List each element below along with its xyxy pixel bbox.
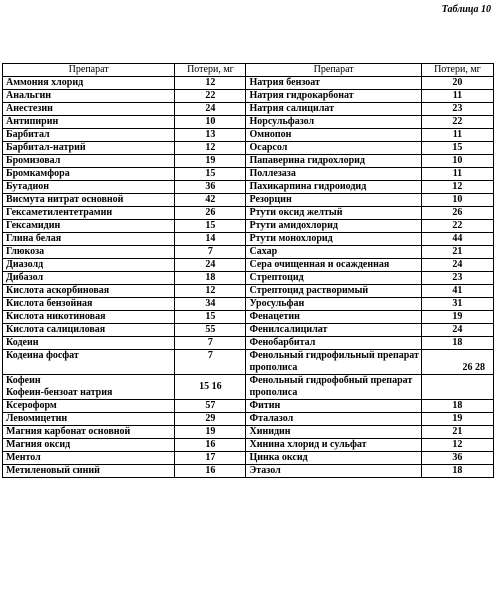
cell-drug-right: Папаверина гидрохлорид	[246, 155, 421, 168]
cell-drug-left: Ментол	[3, 452, 175, 465]
cell-drug-left: Бутадион	[3, 181, 175, 194]
cell-drug-left: Кодеин	[3, 337, 175, 350]
cell-loss-right	[421, 375, 493, 400]
cell-drug-right: Фенилсалицилат	[246, 324, 421, 337]
cell-drug-left: Висмута нитрат основной	[3, 194, 175, 207]
cell-drug-right: Осарсол	[246, 142, 421, 155]
cell-drug-right: Уросульфан	[246, 298, 421, 311]
cell-loss-left: 7	[175, 350, 246, 375]
cell-loss-right: 23	[421, 103, 493, 116]
cell-loss-right: 24	[421, 324, 493, 337]
cell-loss-right: 11	[421, 129, 493, 142]
cell-drug-right: Фенацетин	[246, 311, 421, 324]
cell-loss-right: 31	[421, 298, 493, 311]
cell-loss-left: 34	[175, 298, 246, 311]
cell-drug-left: Магния оксид	[3, 439, 175, 452]
cell-drug-left: Барбитал-натрий	[3, 142, 175, 155]
cell-loss-right: 18	[421, 465, 493, 478]
cell-loss-right: 21	[421, 246, 493, 259]
cell-drug-right: Натрия гидрокарбонат	[246, 90, 421, 103]
cell-loss-left: 55	[175, 324, 246, 337]
cell-drug-right: Хинидин	[246, 426, 421, 439]
cell-drug-right: Цинка оксид	[246, 452, 421, 465]
cell-drug-left: Гексамидин	[3, 220, 175, 233]
cell-drug-right: Натрия бензоат	[246, 77, 421, 90]
cell-loss-left: 16	[175, 465, 246, 478]
table-row	[3, 350, 494, 375]
cell-drug-left: Бромкамфора	[3, 168, 175, 181]
cell-drug-left: Анальгин	[3, 90, 175, 103]
table-row	[3, 324, 494, 337]
table-row	[3, 207, 494, 220]
table-row	[3, 116, 494, 129]
cell-drug-right: Ртути оксид желтый	[246, 207, 421, 220]
table-header-row	[3, 64, 494, 77]
header-drug-right: Препарат	[246, 64, 421, 77]
cell-loss-left: 10	[175, 116, 246, 129]
cell-loss-left: 12	[175, 77, 246, 90]
cell-drug-right: Стрептоцид растворимый	[246, 285, 421, 298]
cell-loss-left: 19	[175, 426, 246, 439]
cell-loss-right: 22	[421, 116, 493, 129]
cell-loss-right: 23	[421, 272, 493, 285]
table-row	[3, 298, 494, 311]
table-row	[3, 337, 494, 350]
cell-loss-left: 12	[175, 285, 246, 298]
cell-drug-left: Кислота бензойная	[3, 298, 175, 311]
table-row	[3, 77, 494, 90]
table-row	[3, 426, 494, 439]
cell-loss-left: 7	[175, 246, 246, 259]
cell-drug-left: Кислота никотиновая	[3, 311, 175, 324]
table-row	[3, 103, 494, 116]
table-row	[3, 129, 494, 142]
table-row	[3, 142, 494, 155]
cell-loss-right: 18	[421, 337, 493, 350]
cell-drug-right: Фенольный гидрофильный препарат прополиса	[246, 350, 421, 375]
cell-drug-right: Натрия салицилат	[246, 103, 421, 116]
cell-loss-left: 19	[175, 155, 246, 168]
cell-loss-right: 36	[421, 452, 493, 465]
cell-drug-left: Магния карбонат основной	[3, 426, 175, 439]
table-row	[3, 90, 494, 103]
cell-drug-left: Кислота аскорбиновая	[3, 285, 175, 298]
cell-drug-left: Кодеина фосфат	[3, 350, 175, 375]
cell-drug-left: Антипирин	[3, 116, 175, 129]
cell-drug-left: Кофеин Кофеин-бензоат натрия	[3, 375, 175, 400]
cell-drug-left: Диазолд	[3, 259, 175, 272]
cell-drug-left: Аммония хлорид	[3, 77, 175, 90]
table-row	[3, 452, 494, 465]
cell-loss-left: 24	[175, 259, 246, 272]
cell-loss-right: 10	[421, 194, 493, 207]
cell-loss-right: 15	[421, 142, 493, 155]
cell-loss-left: 13	[175, 129, 246, 142]
header-drug-left: Препарат	[3, 64, 175, 77]
table-row	[3, 220, 494, 233]
cell-drug-right: Фталазол	[246, 413, 421, 426]
cell-loss-right: 11	[421, 90, 493, 103]
cell-loss-right: 12	[421, 181, 493, 194]
cell-drug-left: Бромизовал	[3, 155, 175, 168]
cell-loss-right: 19	[421, 311, 493, 324]
cell-loss-right: 21	[421, 426, 493, 439]
header-loss-left: Потери, мг	[175, 64, 246, 77]
table-row	[3, 413, 494, 426]
cell-drug-left: Ксероформ	[3, 400, 175, 413]
table-row	[3, 375, 494, 400]
table-row	[3, 259, 494, 272]
cell-drug-left: Барбитал	[3, 129, 175, 142]
cell-drug-right: Резорцин	[246, 194, 421, 207]
cell-loss-left: 57	[175, 400, 246, 413]
cell-loss-right: 10	[421, 155, 493, 168]
table-row	[3, 465, 494, 478]
cell-drug-right: Стрептоцид	[246, 272, 421, 285]
cell-loss-left: 24	[175, 103, 246, 116]
cell-loss-left: 15	[175, 311, 246, 324]
cell-drug-right: Ртути монохлорид	[246, 233, 421, 246]
cell-drug-right: Сера очищенная и осажденная	[246, 259, 421, 272]
cell-drug-left: Метиленовый синий	[3, 465, 175, 478]
cell-drug-left: Дибазол	[3, 272, 175, 285]
table-row	[3, 311, 494, 324]
cell-drug-left: Кислота салициловая	[3, 324, 175, 337]
cell-drug-right: Ртути амидохлорид	[246, 220, 421, 233]
cell-loss-right: 12	[421, 439, 493, 452]
cell-loss-left: 15	[175, 168, 246, 181]
cell-drug-right: Пахикарпина гидроиодид	[246, 181, 421, 194]
table-row	[3, 400, 494, 413]
table-row	[3, 168, 494, 181]
table-caption: Таблица 10	[441, 4, 491, 15]
cell-drug-left: Глина белая	[3, 233, 175, 246]
cell-drug-left: Левомицетин	[3, 413, 175, 426]
cell-drug-right: Хинина хлорид и сульфат	[246, 439, 421, 452]
table-row	[3, 194, 494, 207]
cell-drug-left: Анестезин	[3, 103, 175, 116]
table-row	[3, 233, 494, 246]
cell-drug-left: Глюкоза	[3, 246, 175, 259]
cell-loss-left: 42	[175, 194, 246, 207]
cell-loss-left: 7	[175, 337, 246, 350]
table-row	[3, 246, 494, 259]
cell-loss-left: 22	[175, 90, 246, 103]
cell-loss-right: 11	[421, 168, 493, 181]
cell-loss-left: 15	[175, 220, 246, 233]
losses-table	[2, 63, 494, 478]
table-row	[3, 439, 494, 452]
cell-loss-right: 44	[421, 233, 493, 246]
cell-loss-right: 18	[421, 400, 493, 413]
cell-loss-left: 16	[175, 439, 246, 452]
cell-loss-left: 26	[175, 207, 246, 220]
cell-drug-right: Сахар	[246, 246, 421, 259]
cell-loss-right: 41	[421, 285, 493, 298]
cell-drug-right: Фенольный гидрофобный препарат прополиса	[246, 375, 421, 400]
cell-drug-right: Этазол	[246, 465, 421, 478]
cell-drug-right: Фенобарбитал	[246, 337, 421, 350]
cell-drug-right: Поллезаза	[246, 168, 421, 181]
cell-loss-left: 12	[175, 142, 246, 155]
cell-loss-right: 19	[421, 413, 493, 426]
cell-loss-left: 15 16	[175, 375, 246, 400]
cell-loss-right: 24	[421, 259, 493, 272]
cell-loss-left: 29	[175, 413, 246, 426]
table-row	[3, 272, 494, 285]
cell-drug-left: Гексаметилентетрамин	[3, 207, 175, 220]
cell-loss-right: 26	[421, 207, 493, 220]
cell-loss-left: 17	[175, 452, 246, 465]
cell-drug-right: Норсульфазол	[246, 116, 421, 129]
header-loss-right: Потери, мг	[421, 64, 493, 77]
cell-drug-right: Омнопон	[246, 129, 421, 142]
cell-loss-right: 22	[421, 220, 493, 233]
table-row	[3, 155, 494, 168]
table-row	[3, 285, 494, 298]
cell-loss-left: 36	[175, 181, 246, 194]
cell-loss-left: 14	[175, 233, 246, 246]
cell-loss-right: 20	[421, 77, 493, 90]
table-row	[3, 181, 494, 194]
cell-loss-left: 18	[175, 272, 246, 285]
cell-loss-right: 26 28	[421, 350, 493, 375]
cell-drug-right: Фитин	[246, 400, 421, 413]
